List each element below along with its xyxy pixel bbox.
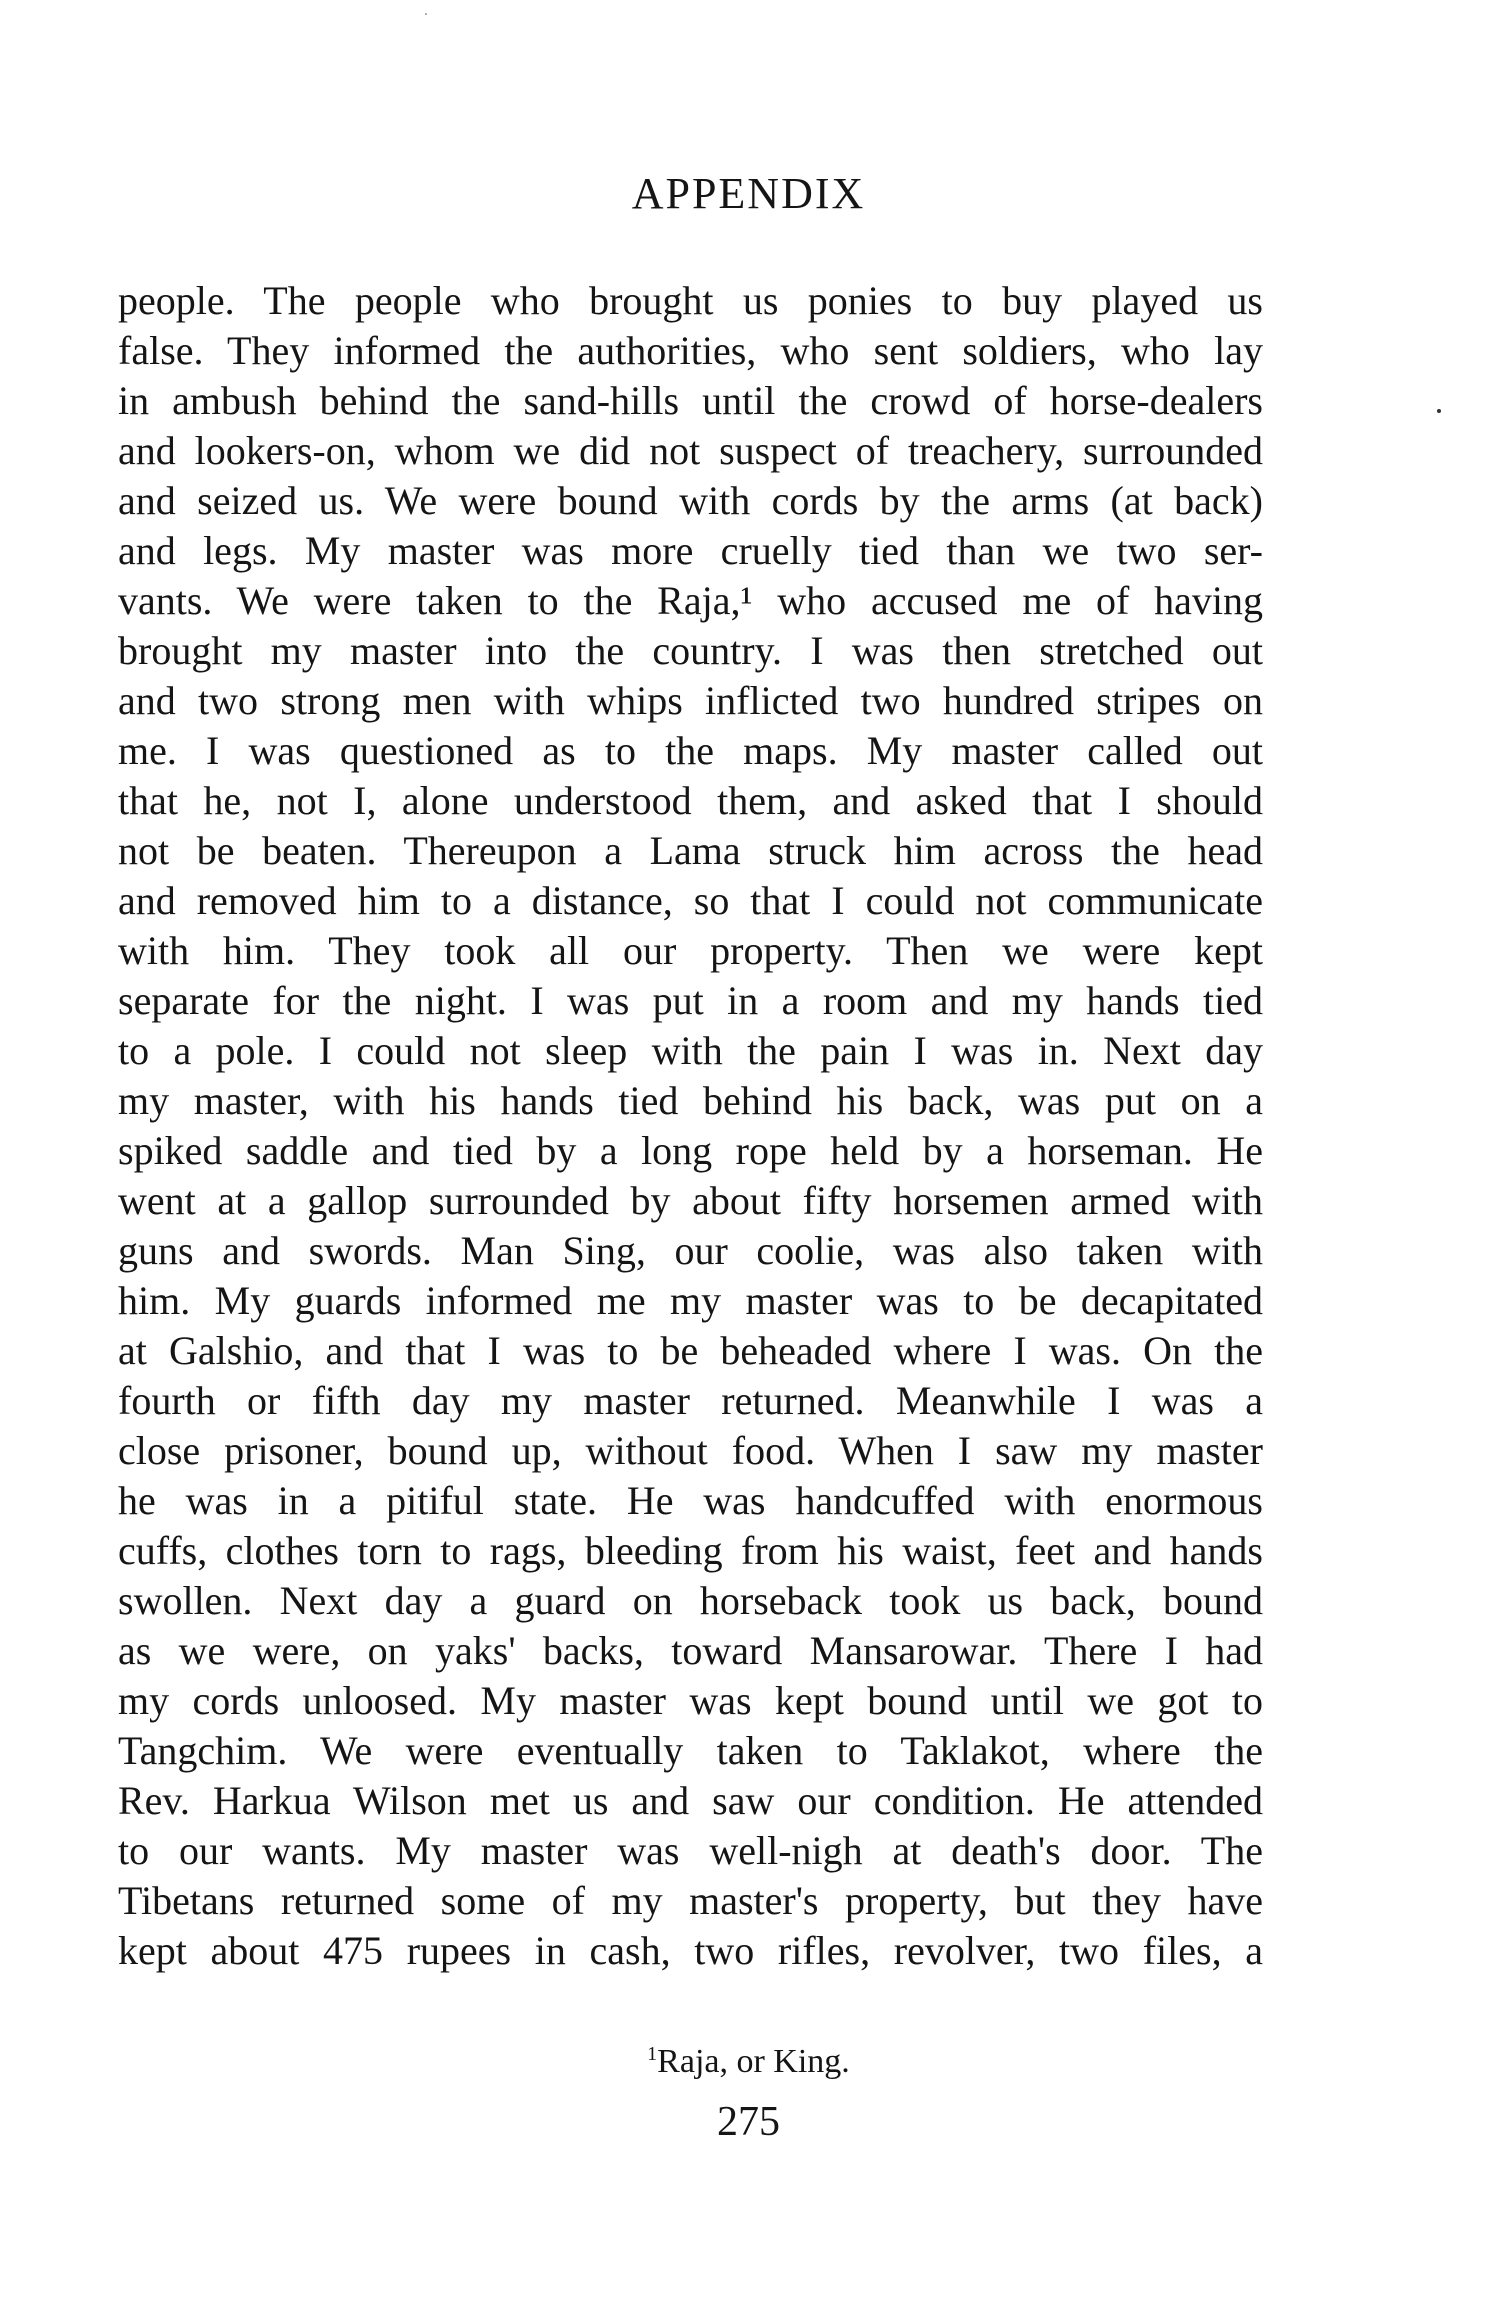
- text-line: my master, with his hands tied behind his back, was put on a: [118, 1078, 1263, 1123]
- text-line: Tangchim. We were eventually taken to Taklakot, where the: [118, 1728, 1263, 1773]
- text-line: Tibetans returned some of my master's property, but they have: [118, 1878, 1263, 1923]
- text-line: brought my master into the country. I was then stretched out: [118, 628, 1263, 673]
- text-line: him. My guards informed me my master was to be decapitated: [118, 1278, 1263, 1323]
- text-line: cuffs, clothes torn to rags, bleeding from his waist, feet and hands: [118, 1528, 1263, 1573]
- text-line: guns and swords. Man Sing, our coolie, was also taken with: [118, 1228, 1263, 1273]
- text-line: with him. They took all our property. Then we were kept: [118, 928, 1263, 973]
- print-speck: [425, 13, 427, 15]
- running-title: APPENDIX: [631, 169, 866, 218]
- text-line: swollen. Next day a guard on horseback took us back, bound: [118, 1578, 1263, 1623]
- text-line: and legs. My master was more cruelly tied than we two ser-: [118, 528, 1263, 573]
- footnote: [0, 2043, 1497, 2081]
- text-line: went at a gallop surrounded by about fifty horsemen armed with: [118, 1178, 1263, 1223]
- body-text: [118, 276, 1263, 1976]
- text-line: my cords unloosed. My master was kept bound until we got to: [118, 1678, 1263, 1723]
- text-line: at Galshio, and that I was to be beheaded where I was. On the: [118, 1328, 1263, 1373]
- text-line: he was in a pitiful state. He was handcuffed with enormous: [118, 1478, 1263, 1523]
- text-line: and seized us. We were bound with cords by the arms (at back): [118, 478, 1263, 523]
- text-line: Rev. Harkua Wilson met us and saw our condition. He attended: [118, 1778, 1263, 1823]
- text-line: in ambush behind the sand-hills until the crowd of horse-dealers: [118, 378, 1263, 423]
- text-line: kept about 475 rupees in cash, two rifles, revolver, two files, a: [118, 1928, 1263, 1973]
- text-line: close prisoner, bound up, without food. When I saw my master: [118, 1428, 1263, 1473]
- page-number: 275: [717, 2099, 780, 2145]
- text-line: to our wants. My master was well-nigh at death's door. The: [118, 1828, 1263, 1873]
- text-line: to a pole. I could not sleep with the pain I was in. Next day: [118, 1028, 1263, 1073]
- text-line: and two strong men with whips inflicted two hundred stripes on: [118, 678, 1263, 723]
- text-line: and lookers-on, whom we did not suspect of treachery, surrounded: [118, 428, 1263, 473]
- text-line: fourth or fifth day my master returned. Meanwhile I was a: [118, 1378, 1263, 1423]
- text-line: and removed him to a distance, so that I could not communicate: [118, 878, 1263, 923]
- text-line: separate for the night. I was put in a room and my hands tied: [118, 978, 1263, 1023]
- text-line: spiked saddle and tied by a long rope held by a horseman. He: [118, 1128, 1263, 1173]
- text-line: people. The people who brought us ponies to buy played us: [118, 278, 1263, 323]
- text-line: that he, not I, alone understood them, and asked that I should: [118, 778, 1263, 823]
- text-line: not be beaten. Thereupon a Lama struck him across the head: [118, 828, 1263, 873]
- print-speck: [1437, 409, 1441, 413]
- text-line: vants. We were taken to the Raja,¹ who accused me of having: [118, 578, 1263, 623]
- footnote-marker: 1: [647, 2043, 658, 2065]
- text-line: me. I was questioned as to the maps. My master called out: [118, 728, 1263, 773]
- text-line: false. They informed the authorities, who sent soldiers, who lay: [118, 328, 1263, 373]
- text-line: as we were, on yaks' backs, toward Mansarowar. There I had: [118, 1628, 1263, 1673]
- footnote-text: Raja, or King.: [657, 2043, 850, 2080]
